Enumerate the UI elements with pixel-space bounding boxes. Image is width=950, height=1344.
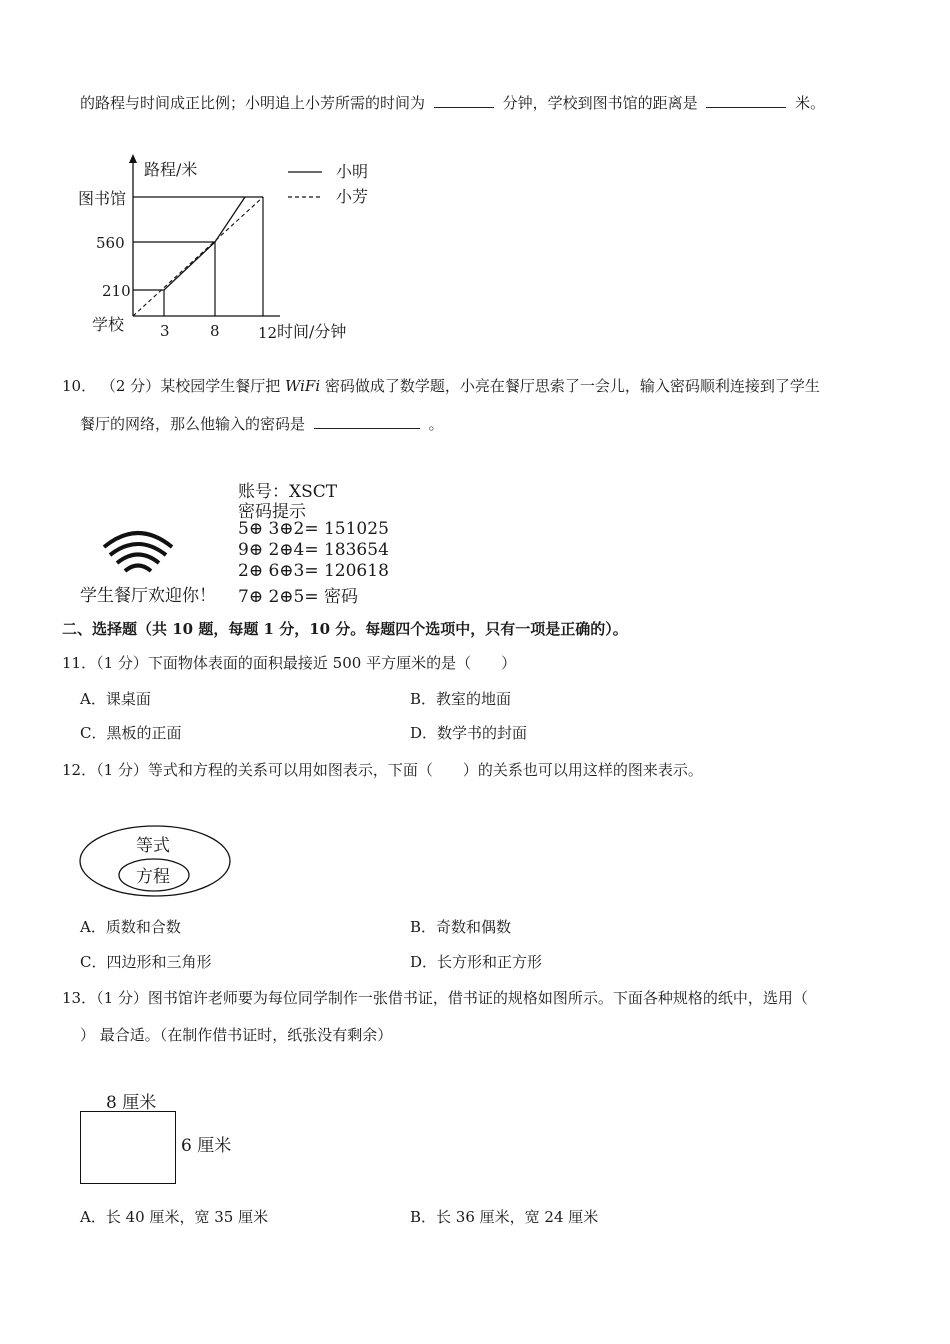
q13-stem-line2: ） 最合适。（在制作借书证时，纸张没有剩余） (80, 1026, 393, 1044)
q10-line1 (62, 375, 820, 396)
q9-line-chart (70, 150, 390, 350)
series-xiaofang (133, 197, 263, 316)
q12-stem: 12．（1 分）等式和方程的关系可以用如图表示，下面（ ）的关系也可以用这样的图来表示。 (62, 761, 703, 779)
q9-tail-line (80, 92, 825, 113)
q10-wifi: WiFi (284, 377, 321, 395)
origin-label: 学校 (92, 315, 125, 334)
q9-text-a: 的路程与时间成正比例；小明追上小芳所需的时间为 (80, 94, 426, 112)
q10-text-b: 密码做成了数学题，小亮在餐厅思索了一会儿，输入密码顺利连接到了学生 (324, 377, 820, 395)
q11-option-d[interactable]: D．数学书的封面 (410, 724, 528, 742)
q12-venn-diagram (78, 824, 232, 898)
q10-hint-2: 9⊕ 2⊕4= 183654 (238, 540, 389, 560)
series-xiaoming (133, 197, 245, 290)
q10-welcome: 学生餐厅欢迎你！ (80, 586, 216, 606)
q13-card-rectangle (80, 1111, 176, 1184)
q9-text-c: 米。 (795, 94, 826, 112)
q11-stem: 11．（1 分）下面物体表面的面积最接近 500 平方厘米的是（ ） (62, 654, 517, 672)
q13-option-a[interactable]: A．长 40 厘米，宽 35 厘米 (80, 1208, 269, 1226)
y-axis-title: 路程/米 (144, 160, 198, 179)
legend-xiaoming: 小明 (336, 162, 369, 181)
q12-option-b[interactable]: B．奇数和偶数 (410, 918, 512, 936)
y-axis-arrow (129, 154, 137, 163)
q9-answer-blank-2[interactable] (706, 93, 786, 108)
q10-hint-3: 2⊕ 6⊕3= 120618 (238, 561, 389, 581)
q10-hint-1: 5⊕ 3⊕2= 151025 (238, 519, 389, 539)
q10-text-a: 某校园学生餐厅把 (160, 377, 281, 395)
q10-text-line2: 餐厅的网络，那么他输入的密码是 (80, 415, 306, 433)
q10-answer-blank[interactable] (314, 414, 420, 429)
venn-outer-label: 等式 (136, 836, 170, 856)
q10-score: （2 分） (100, 377, 161, 395)
q13-height-label: 6 厘米 (181, 1136, 232, 1156)
x-tick-12: 12 (258, 324, 278, 342)
q9-text-b: 分钟，学校到图书馆的距离是 (502, 94, 698, 112)
q12-option-c[interactable]: C．四边形和三角形 (80, 953, 212, 971)
q13-option-b[interactable]: B．长 36 厘米，宽 24 厘米 (410, 1208, 599, 1226)
q10-line2 (80, 413, 444, 434)
q10-hint-title: 密码提示 (238, 502, 306, 522)
q10-hint-4: 7⊕ 2⊕5= 密码 (238, 587, 358, 607)
x-tick-8: 8 (210, 322, 220, 340)
q11-option-b[interactable]: B．教室的地面 (410, 690, 512, 708)
section2-title: 二、选择题（共 10 题，每题 1 分，10 分。每题四个选项中，只有一项是正确的）。 (62, 620, 628, 638)
q10-number: 10． (62, 377, 97, 395)
legend-xiaofang: 小芳 (336, 187, 369, 206)
q9-answer-blank-1[interactable] (434, 93, 494, 108)
y-tick-210: 210 (102, 282, 131, 300)
q11-option-c[interactable]: C．黑板的正面 (80, 724, 182, 742)
y-label-library: 图书馆 (78, 189, 127, 208)
x-axis-title: 时间/分钟 (277, 322, 347, 341)
x-tick-3: 3 (160, 322, 170, 340)
q13-stem-line1: 13．（1 分）图书馆许老师要为每位同学制作一张借书证，借书证的规格如图所示。下面各种规格的纸中，选用（ (62, 989, 808, 1007)
q12-option-a[interactable]: A．质数和合数 (80, 918, 181, 936)
q12-option-d[interactable]: D．长方形和正方形 (410, 953, 543, 971)
q10-account: 账号：XSCT (238, 482, 338, 502)
q11-option-a[interactable]: A．课桌面 (80, 690, 151, 708)
y-tick-560: 560 (96, 234, 125, 252)
wifi-icon (100, 527, 176, 577)
q10-end: 。 (428, 415, 444, 433)
q13-width-label: 8 厘米 (106, 1093, 157, 1113)
venn-inner-label: 方程 (136, 867, 170, 887)
